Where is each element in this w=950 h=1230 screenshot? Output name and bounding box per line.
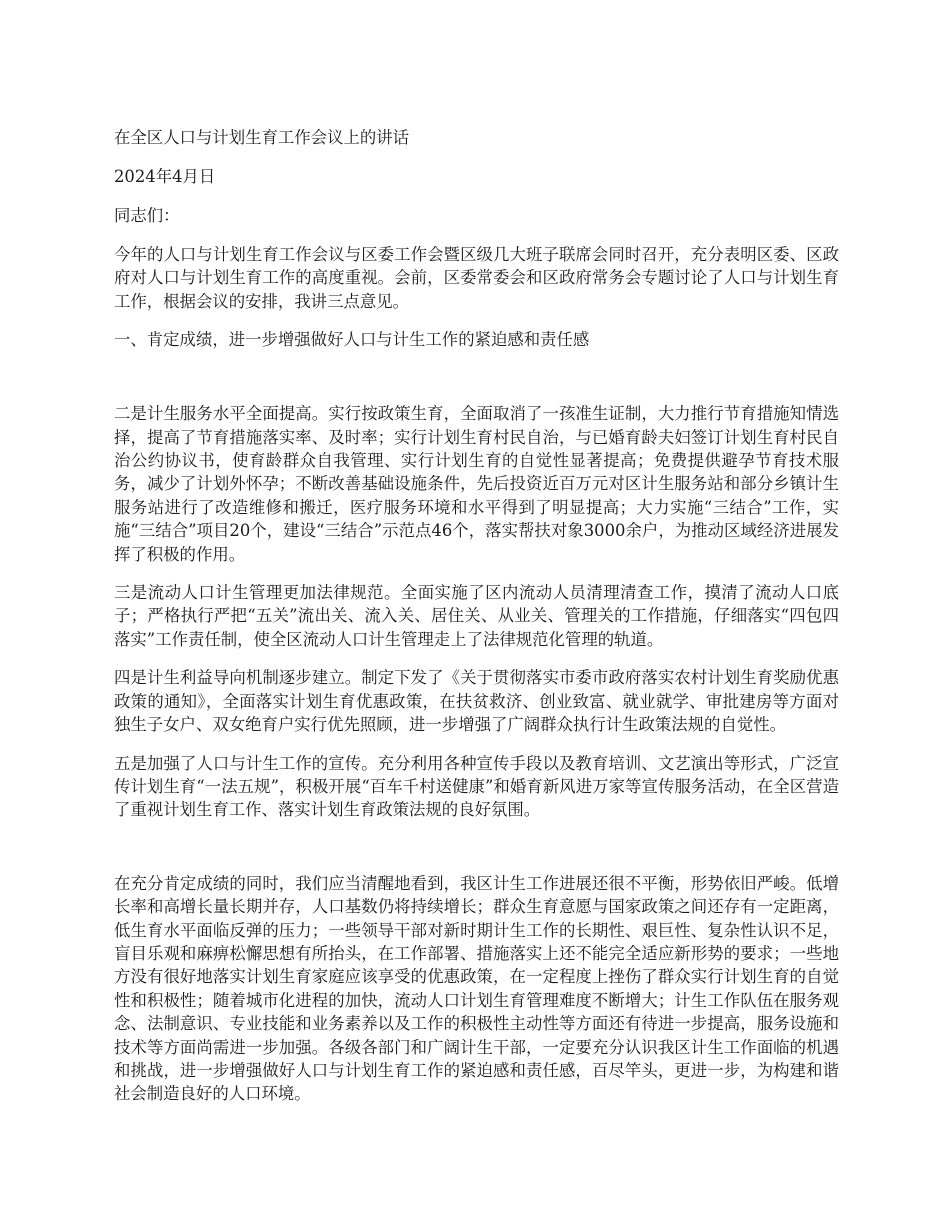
paragraph-5: 五是加强了人口与计生工作的宣传。充分利用各种宣传手段以及教育培训、文艺演出等形式，广泛宣传计划生育“一法五规”，积极开展“百车千村送健康”和婚育新风进万家等宣传服务活动，在全区营造了重视计划生育工作、落实计划生育政策法规的良好氛围。 xyxy=(114,753,839,820)
paragraph-4: 四是计生利益导向机制逐步建立。制定下发了《关于贯彻落实市委市政府落实农村计划生育奖励优惠政策的通知》，全面落实计划生育优惠政策，在扶贫救济、创业致富、就业就学、审批建房等方面对独生子女户、双女绝育户实行优先照顾，进一步增强了广阔群众执行计生政策法规的自觉性。 xyxy=(114,668,839,735)
spacer xyxy=(114,737,839,752)
section-heading-1: 一、肯定成绩，进一步增强做好人口与计生工作的紧迫感和责任感 xyxy=(114,330,590,350)
spacer xyxy=(114,566,839,581)
paragraph-2: 二是计生服务水平全面提高。实行按政策生育，全面取消了一孩准生证制，大力推行节育措施知情选择，提高了节育措施落实率、及时率；实行计划生育村民自治，与已婚育龄夫妇签订计划生育村民自治公约协议书，使育龄群众自我管理、实行计划生育的自觉性显著提高；免费提供避孕节育技术服务，减少了计划外怀孕；不断改善基础设施条件，先后投资近百万元对区计生服务站和部分乡镇计生服务站进行了改造维修和搬迁，医疗服务环境和水平得到了明显提高；大力实施“三结合”工作，实施“三结合”项目20个，建设“三结合”示范点46个，落实帮扶对象3000余户，为推动区域经济进展发挥了积极的作用。 xyxy=(114,404,839,564)
greeting: 同志们： xyxy=(114,206,180,225)
document-title: 在全区人口与计划生育工作会议上的讲话 xyxy=(114,128,410,147)
document-date: 2024年4月日 xyxy=(114,167,216,186)
spacer xyxy=(114,313,839,328)
intro-paragraph: 今年的人口与计划生育工作会议与区委工作会暨区级几大班子联席会同时召开，充分表明区委、区政府对人口与计划生育工作的高度重视。会前，区委常委会和区政府常务会专题讨论了人口与计划生育工作，根据会议的安排，我讲三点意见。 xyxy=(114,245,839,311)
spacer xyxy=(114,822,839,872)
paragraph-6: 在充分肯定成绩的同时，我们应当清醒地看到，我区计生工作进展还很不平衡，形势依旧严峻。低增长率和高增长量长期并存，人口基数仍将持续增长；群众生育意愿与国家政策之间还存有一定距离，低生育水平面临反弹的压力；一些领导干部对新时期计生工作的长期性、艰巨性、复杂性认识不足，盲目乐观和麻痹松懈思想有所抬头，在工作部署、措施落实上还不能完全适应新形势的要求；一些地方没有很好地落实计划生育家庭应该享受的优惠政策，在一定程度上挫伤了群众实行计划生育的自觉性和积极性；随着城市化进程的加快，流动人口计划生育管理难度不断增大；计生工作队伍在服务观念、法制意识、专业技能和业务素养以及工作的积极性主动性等方面还有待进一步提高，服务设施和技术等方面尚需进一步加强。各级各部门和广阔计生干部，一定要充分认识我区计生工作面临的机遇和挑战，进一步增强做好人口与计划生育工作的紧迫感和责任感，百尽竿头，更进一步，为构建和谐社会制造良好的人口环境。 xyxy=(114,873,839,1104)
spacer xyxy=(114,352,839,402)
document-page xyxy=(114,126,839,1106)
spacer xyxy=(114,651,839,666)
paragraph-3: 三是流动人口计生管理更加法律规范。全面实施了区内流动人员清理清查工作，摸清了流动人口底子；严格执行严把“五关”流出关、流入关、居住关、从业关、管理关的工作措施，仔细落实“四包四落实”工作责任制，使全区流动人口计生管理走上了法律规范化管理的轨道。 xyxy=(114,583,839,649)
